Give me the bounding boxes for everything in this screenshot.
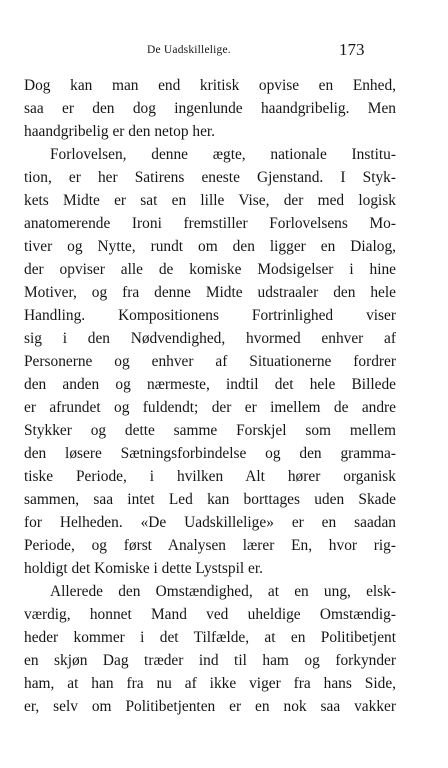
text-line: haandgribelig er den netop her. <box>24 123 216 140</box>
text-line: Stykker og dette samme Forskjel som mellem <box>24 422 396 439</box>
text-line: Forlovelsen, denne ægte, nationale Institu- <box>50 146 396 163</box>
text-line: holdigt det Komiske i dette Lystspil er. <box>24 560 263 577</box>
text-line: den anden og nærmeste, indtil det hele Billede <box>24 376 396 393</box>
body-text <box>24 74 396 718</box>
text-line: ham, at han fra nu af ikke viger fra hans Side, <box>24 675 396 692</box>
text-line: sig i den Nødvendighed, hvormed enhver af <box>24 330 396 347</box>
text-line: kets Midte er sat en lille Vise, der med logisk <box>24 192 396 209</box>
text-line: er afrundet og fuldendt; der er imellem de andre <box>24 399 396 416</box>
page-number: 173 <box>339 40 365 59</box>
text-line: værdig, honnet Mand ved uheldige Omstændig- <box>24 606 396 623</box>
text-line: Dog kan man end kritisk opvise en Enhed, <box>24 77 396 94</box>
text-line: sammen, saa intet Led kan borttages uden Skade <box>24 491 396 508</box>
text-line: tiver og Nytte, rundt om den ligger en Dialog, <box>24 238 396 255</box>
text-line: en skjøn Dag træder ind til ham og forkynder <box>24 652 396 669</box>
text-line: anatomerende Ironi fremstiller Forlovelsens Mo- <box>24 215 396 232</box>
text-line: Periode, og først Analysen lærer En, hvor rig- <box>24 537 396 554</box>
text-line: tiske Periode, i hvilken Alt hører organisk <box>24 468 396 485</box>
text-line: heder kommer i det Tilfælde, at en Politibetjent <box>24 629 396 646</box>
text-line: Allerede den Omstændighed, at en ung, elsk- <box>50 583 396 600</box>
text-line: Handling. Kompositionens Fortrinlighed viser <box>24 307 396 324</box>
text-line: der opviser alle de komiske Modsigelser i hine <box>24 261 396 278</box>
text-line: for Helheden. «De Uadskillelige» er en saadan <box>24 514 396 531</box>
text-line: er, selv om Politibetjenten er en nok saa vakker <box>24 698 396 715</box>
text-line: Motiver, og fra denne Midte udstraaler den hele <box>24 284 396 301</box>
text-line: saa er den dog ingenlunde haandgribelig. Men <box>24 100 396 117</box>
running-head: De Uadskillelige. <box>147 44 231 56</box>
text-line: tion, er her Satirens eneste Gjenstand. I Styk- <box>24 169 396 186</box>
text-line: den løsere Sætningsforbindelse og den gramma- <box>24 445 396 462</box>
text-line: Personerne og enhver af Situationerne fordrer <box>24 353 396 370</box>
